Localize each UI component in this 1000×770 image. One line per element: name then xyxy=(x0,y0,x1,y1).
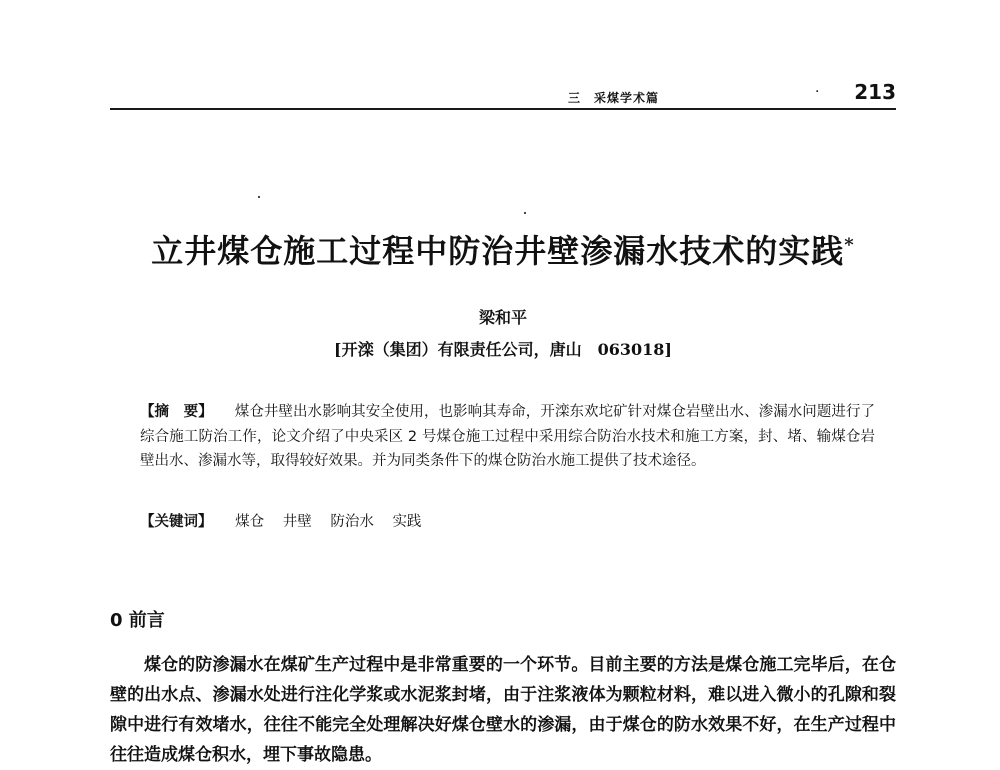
title-footnote-mark: * xyxy=(844,234,855,256)
keyword-item: 防治水 xyxy=(330,514,374,530)
keywords xyxy=(140,510,875,534)
header-dot: · xyxy=(815,84,820,100)
article-title xyxy=(110,226,896,272)
keyword-item: 实践 xyxy=(392,514,422,530)
scan-speck xyxy=(524,212,526,214)
abstract-text: 煤仓井壁出水影响其安全使用，也影响其寿命，开滦东欢坨矿针对煤仓岩壁出水、渗漏水问题进行了综合施工防治工作，论文介绍了中央采区 2 号煤仓施工过程中采用综合防治水技术和施工方案，封、堵、输煤仓岩壁出水、渗漏水等，取得较好效果。并为同类条件下的煤仓防治水施工提供了技术途径。 xyxy=(140,404,876,469)
title-text: 立井煤仓施工过程中防治井壁渗漏水技术的实践 xyxy=(151,232,845,270)
keyword-item: 井壁 xyxy=(282,514,312,530)
keywords-label: 【关键词】 xyxy=(140,514,213,530)
body-paragraph: 煤仓的防渗漏水在煤矿生产过程中是非常重要的一个环节。目前主要的方法是煤仓施工完毕后，在仓壁的出水点、渗漏水处进行注化学浆或水泥浆封堵，由于注浆液体为颗粒材料，难以进入微小的孔隙和裂隙中进行有效堵水，往往不能完全处理解决好煤仓壁水的渗漏，由于煤仓的防水效果不好，在生产过程中往往造成煤仓积水，埋下事故隐患。 xyxy=(110,655,896,765)
abstract-label: 【摘 要】 xyxy=(140,404,213,420)
author-name: 梁和平 xyxy=(478,308,527,327)
scan-speck xyxy=(258,196,260,198)
author-affiliation: [开滦（集团）有限责任公司，唐山 063018] xyxy=(334,340,672,359)
keyword-item: 煤仓 xyxy=(235,514,265,530)
page-number: 213 xyxy=(854,80,896,104)
section-heading: 0 前言 xyxy=(110,610,165,631)
running-title: 三 采煤学术篇 xyxy=(568,91,660,105)
abstract xyxy=(140,400,875,474)
running-header xyxy=(110,80,896,110)
